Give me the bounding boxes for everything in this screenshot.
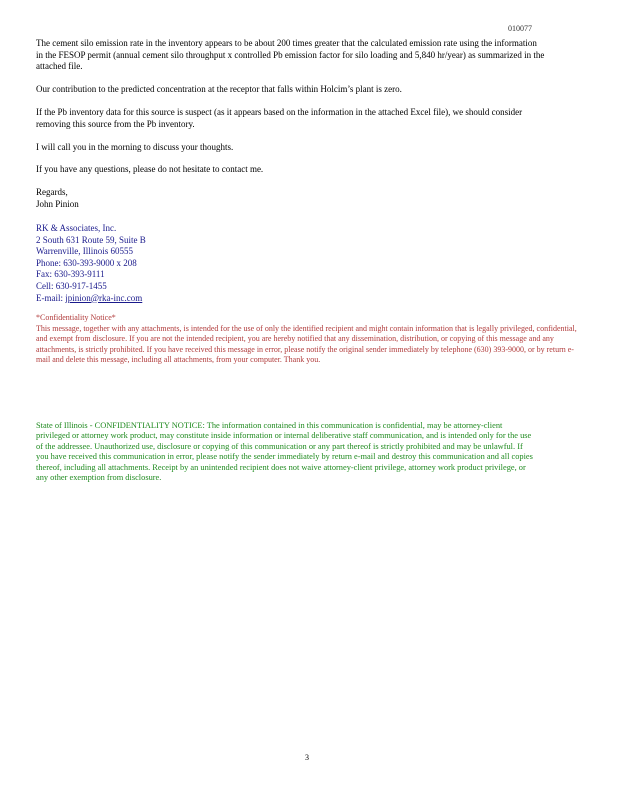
signature-phone: Phone: 630-393-9000 x 208 [36,257,137,268]
signature-fax: Fax: 630-393-9111 [36,269,105,280]
closing-block [36,187,546,210]
paragraph-contribution [36,84,546,96]
paragraph-text: If you have any questions, please do not hesitate to contact me. [36,164,264,174]
signature-address-1: 2 South 631 Route 59, Suite B [36,234,146,245]
paragraph-text: If the Pb inventory data for this source is suspect (as it appears based on the information in the attached Excel file), we should consider removing this source from the Pb inventory. [36,107,523,129]
signature-email-row [36,293,146,305]
signature-cell: Cell: 630-917-1455 [36,280,107,291]
document-id: 010077 [508,24,532,33]
sender-name: John Pinion [36,198,79,209]
paragraph-inventory [36,107,546,130]
paragraph-call [36,142,546,154]
page-number: 3 [305,753,309,762]
signature-address-2: Warrenville, Illinois 60555 [36,246,134,257]
email-label: E-mail: [36,292,63,303]
paragraph-text: The cement silo emission rate in the inventory appears to be about 200 times greater that the calculated emission rate using the information in the FESOP permit (annual cement silo throughput x controlled Pb emission factor for silo loading and 5,840 hr/year) as summarized in the attached file. [36,38,545,72]
email-link[interactable]: jpinion@rka-inc.com [65,292,143,303]
signature-company: RK & Associates, Inc. [36,223,117,233]
confidentiality-title: *Confidentiality Notice* [36,313,116,322]
closing: Regards, [36,187,68,197]
illinois-confidentiality-notice: State of Illinois - CONFIDENTIALITY NOTICE: The information contained in this communication is confidential, may be attorney-client privileged or attorney work product, may constitute inside information or internal deliberative staff communication, and is intended only for the use of the addressee. Unauthorized use, disclosure or copying of this communication or any part thereof is strictly prohibited and may be unlawful. If you have received this communication in error, please notify the sender immediately by return e-mail and destroy this communication and all copies thereof, including all attachments. Receipt by an unintended recipient does not waive attorney-client privilege, attorney work product privilege, or any other exemption from disclosure. [36,421,533,483]
paragraph-text: Our contribution to the predicted concentration at the receptor that falls within Holcim’s plant is zero. [36,84,402,94]
confidentiality-notice [36,313,588,366]
confidentiality-text: This message, together with any attachments, is intended for the use of only the identified recipient and might contain information that is legally privileged, confidential, and exempt from disclosure. If you are not the intended recipient, you are hereby notified that any dissemination, distribution, or copying of this message and any attachments, is strictly prohibited. If you have received this message in error, please notify the original sender immediately by telephone (630) 393-9000, or by return e-mail and delete this message, including all attachments, from your computer. Thank you. [36,323,577,365]
signature-block [36,223,146,304]
paragraph-silo-emission [36,38,546,73]
paragraph-questions [36,164,546,176]
paragraph-text: I will call you in the morning to discuss your thoughts. [36,142,234,152]
